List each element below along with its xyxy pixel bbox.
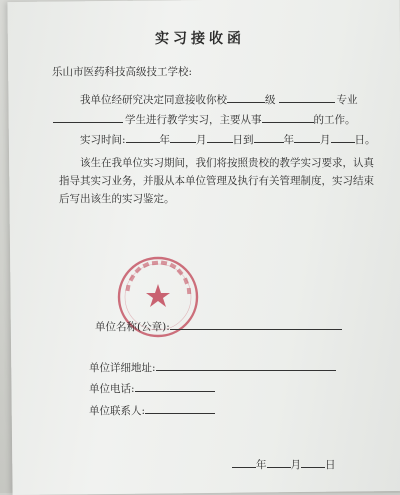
unit-contact-blank[interactable] [145,402,215,414]
start-year-label: 年 [159,134,171,146]
period-label: 实习时间: [80,134,126,146]
start-month-blank[interactable] [170,131,196,143]
unit-phone-blank[interactable] [135,380,215,392]
end-year-label: 年 [283,134,295,146]
body-line-2-text: 学生进行教学实习，主要从事 [125,114,262,126]
grade-blank[interactable] [227,91,265,103]
footer-day-blank[interactable] [301,456,325,468]
grade-label: 级 [265,94,276,106]
unit-address-blank[interactable] [156,359,336,371]
work-blank[interactable] [262,111,314,123]
footer-day-label: 日 [325,459,336,471]
unit-name-label: 单位名称(公章): [95,321,170,333]
end-year-blank[interactable] [254,131,284,143]
end-day-label: 日。 [354,134,376,146]
para2-line-1: 该生在我单位实习期间，我们将按照贵校的教学实习要求，认真 [80,157,374,169]
unit-address-label: 单位详细地址: [89,362,156,374]
para2-line-2: 指导其实习业务，并服从本单位管理及执行有关管理制度，实习结束 [59,175,374,187]
addressee: 乐山市医药科技高级技工学校: [52,66,193,78]
start-day-label: 日到 [232,134,254,146]
period-line [80,131,376,147]
end-month-blank[interactable] [294,131,320,143]
footer-date [232,456,336,472]
para2-line-3: 后写出该生的实习鉴定。 [59,193,175,205]
unit-phone-row [89,380,215,396]
body-line-2 [53,111,356,127]
footer-month-label: 月 [290,459,301,471]
major-blank[interactable] [279,91,335,103]
body-line-1-prefix: 我单位经研究决定同意接收你校 [80,94,227,106]
unit-name-blank[interactable] [170,318,342,330]
start-day-blank[interactable] [207,131,233,143]
unit-contact-row [89,402,215,418]
end-day-blank[interactable] [331,131,355,143]
unit-phone-label: 单位电话: [89,383,135,395]
unit-name-row [95,318,342,334]
major-label: 专业 [336,94,358,106]
end-month-label: 月 [320,134,331,146]
unit-address-row [89,359,336,375]
start-month-label: 月 [196,134,207,146]
student-blank[interactable] [53,111,123,123]
start-year-blank[interactable] [126,131,160,143]
footer-year-label: 年 [256,459,267,471]
body-line-2-suffix: 的工作。 [313,114,356,126]
footer-month-blank[interactable] [267,456,291,468]
footer-year-blank[interactable] [232,456,256,468]
body-line-1 [80,91,358,107]
letter-title: 实习接收函 [155,31,245,47]
unit-contact-label: 单位联系人: [89,405,146,417]
